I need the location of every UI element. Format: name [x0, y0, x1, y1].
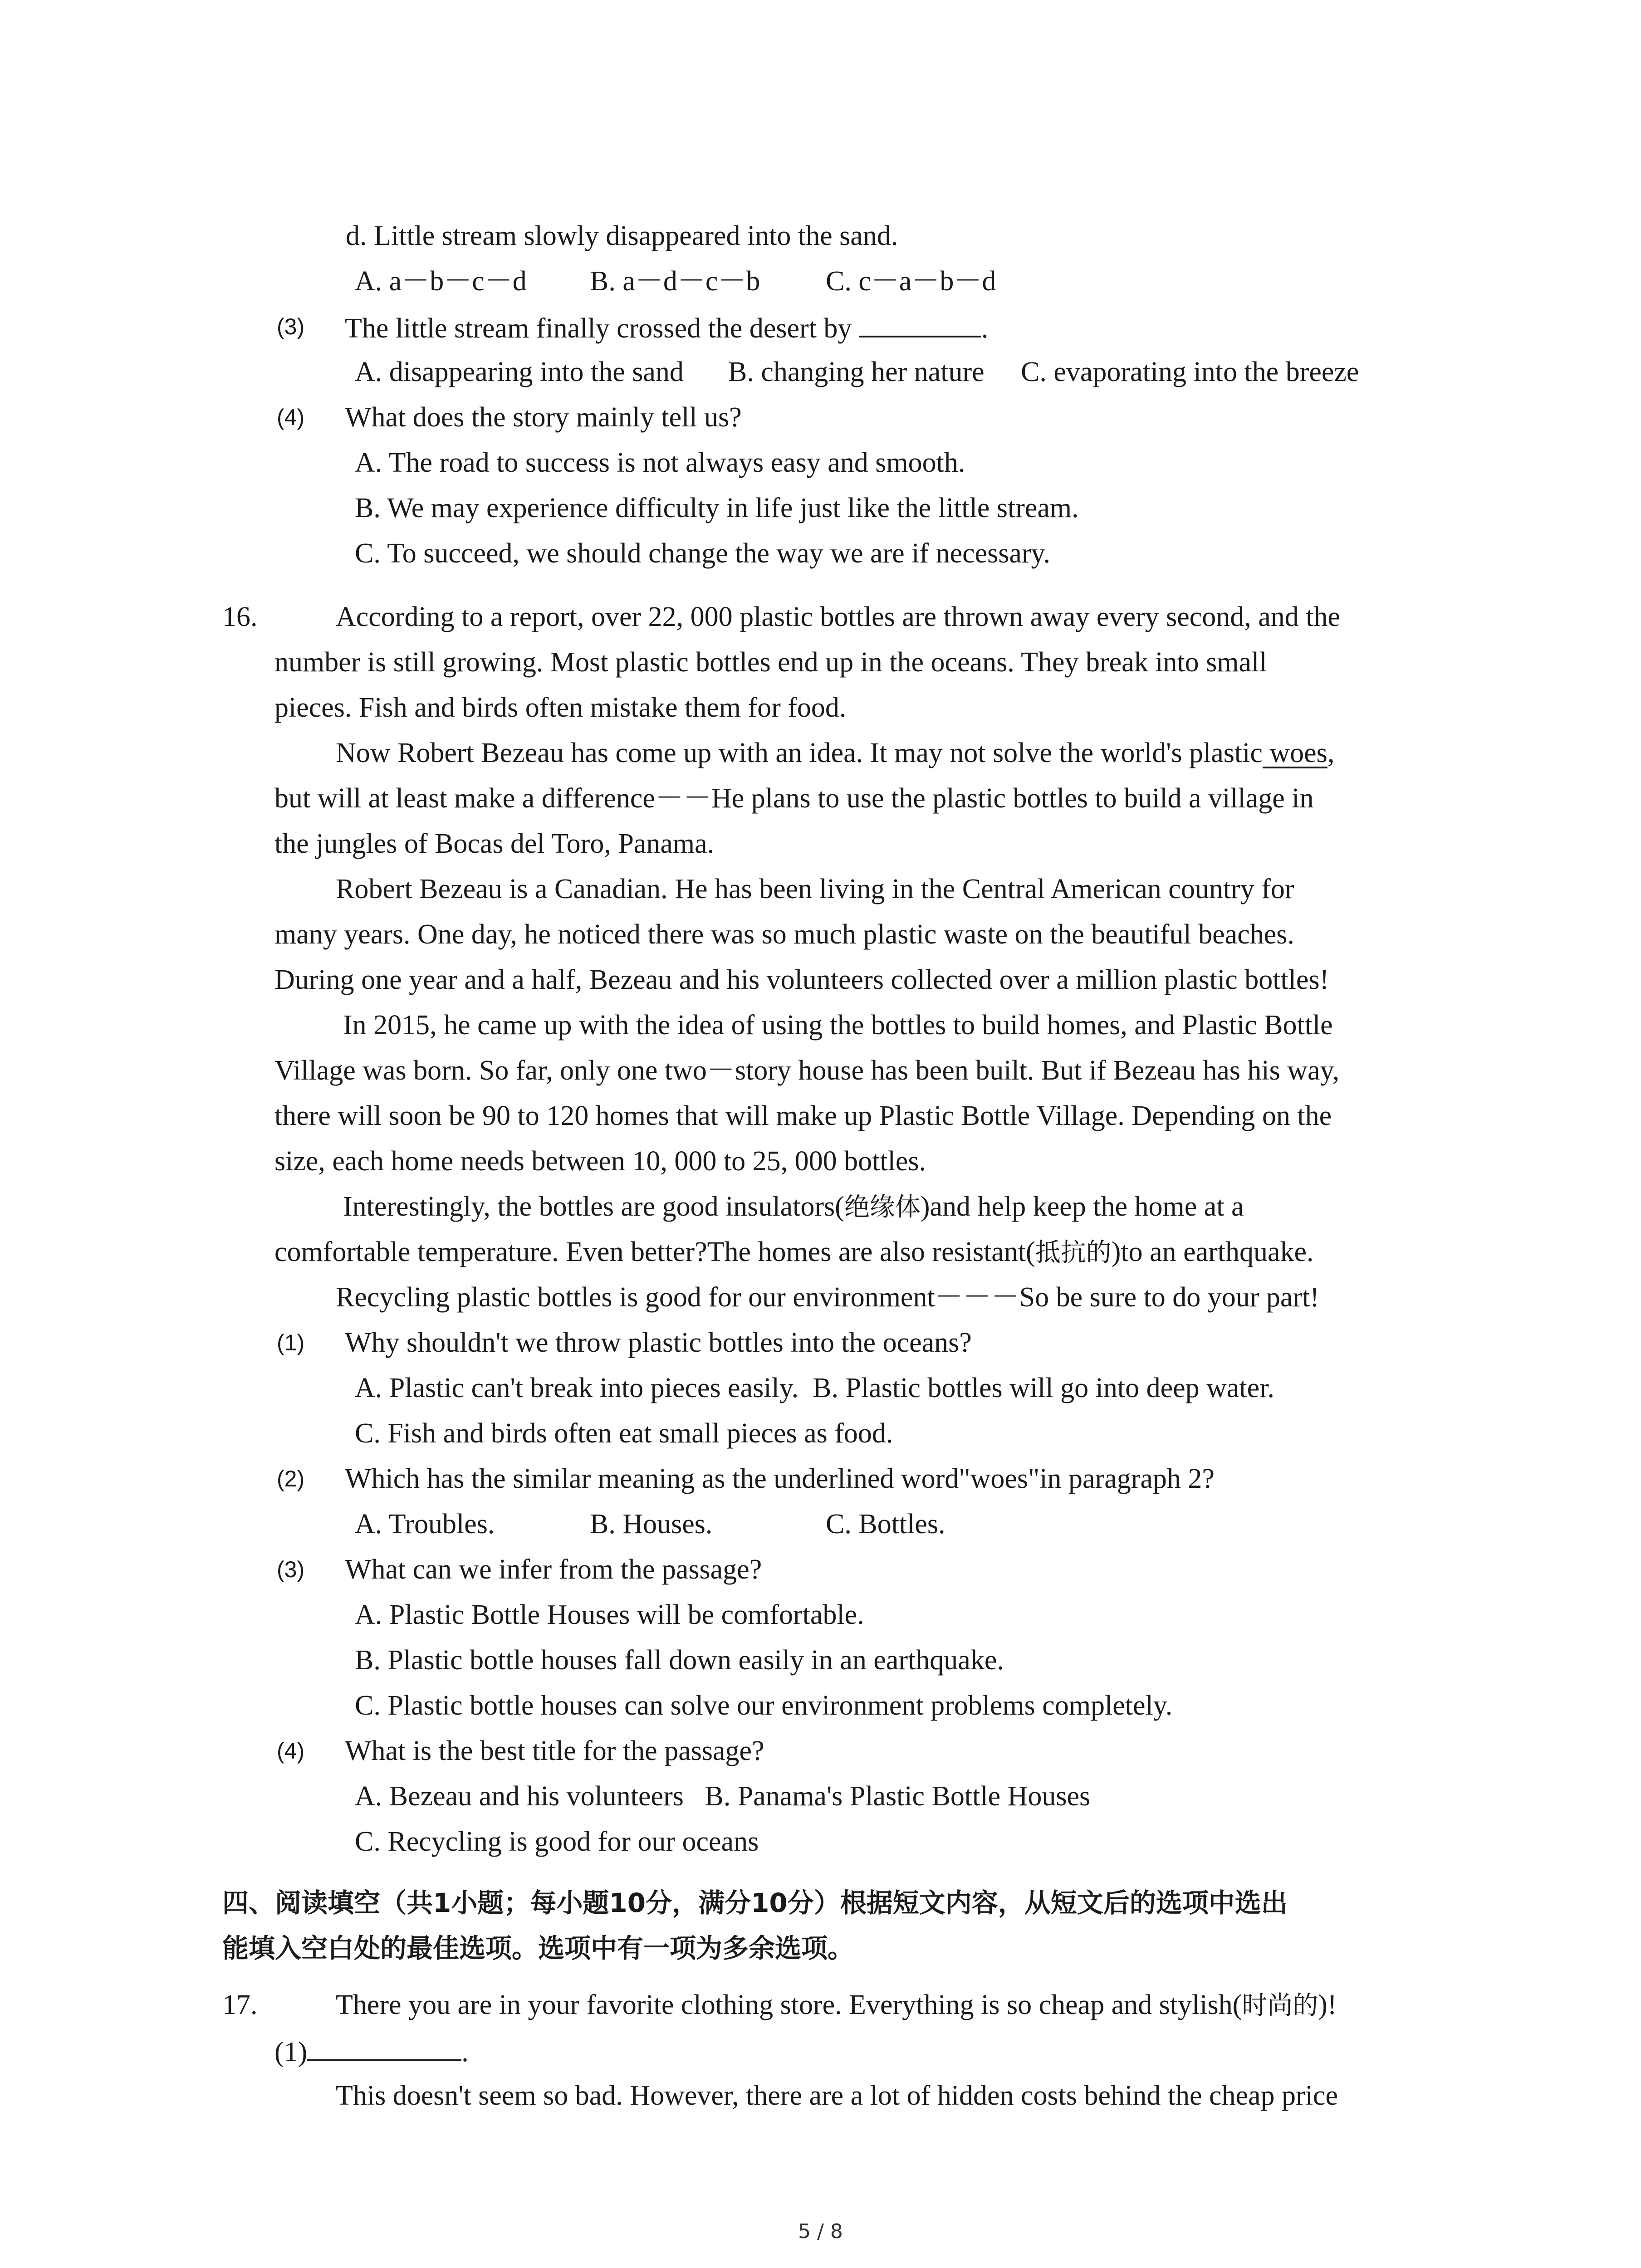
q16-p3-line1: Robert Bezeau is a Canadian. He has been living in the Central American country for: [336, 874, 1294, 904]
q16-q1-number: (1): [277, 1330, 305, 1355]
q16-p4-line3: there will soon be 90 to 120 homes that will make up Plastic Bottle Village. Depending on the: [274, 1100, 1332, 1131]
q16-q2-option-a: A. Troubles.: [355, 1509, 495, 1540]
q17-blank-end: .: [461, 2037, 469, 2068]
answer-blank: [307, 2028, 461, 2061]
q17-text-a: There you are in your favorite clothing store. Everything is so cheap and stylish(: [336, 1989, 1242, 2020]
q16-p1-line3: pieces. Fish and birds often mistake them for food.: [274, 692, 847, 723]
q15-q4-stem: What does the story mainly tell us?: [345, 402, 742, 433]
q16-q1-option-c: C. Fish and birds often eat small pieces as food.: [355, 1418, 893, 1449]
q16-p3-line3: During one year and a half, Bezeau and his volunteers collected over a million plastic bottles!: [274, 964, 1329, 995]
q15-q4-option-a: A. The road to success is not always easy and smooth.: [355, 447, 965, 478]
q16-q1-options-ab: A. Plastic can't break into pieces easily. B. Plastic bottles will go into deep water.: [355, 1373, 1274, 1403]
q16-p2-text: Now Robert Bezeau has come up with an idea. It may not solve the world's plastic: [336, 738, 1263, 768]
q17-blank-line: [274, 2028, 469, 2075]
q16-p5-text-a: Interestingly, the bottles are good insulators(: [343, 1191, 844, 1222]
q17-number: 17.: [222, 1989, 258, 2020]
q16-p4-line4: size, each home needs between 10, 000 to 25, 000 bottles.: [274, 1146, 926, 1177]
q15-q3-option-a: A. disappearing into the sand: [355, 357, 684, 387]
q16-q2-option-b: B. Houses.: [590, 1509, 713, 1540]
q16-q3-number: (3): [277, 1557, 305, 1582]
q17-text-b: )!: [1318, 1989, 1337, 2020]
q15-q3-stem-end: .: [981, 313, 989, 344]
q15-q3-number: (3): [277, 314, 305, 339]
q16-p6: Recycling plastic bottles is good for our environment－－－So be sure to do your part!: [336, 1282, 1319, 1313]
q15-q3-option-c: C. evaporating into the breeze: [1021, 357, 1359, 387]
q16-p5-line1: [343, 1184, 1244, 1230]
q15-q2-choice-a: A. a－b－c－d: [355, 266, 527, 297]
q16-p5-line2: [274, 1229, 1314, 1276]
q16-q3-option-b: B. Plastic bottle houses fall down easily in an earthquake.: [355, 1645, 1004, 1676]
q16-q3-option-a: A. Plastic Bottle Houses will be comfortable.: [355, 1599, 864, 1630]
q15-sentence-d: d. Little stream slowly disappeared into the sand.: [346, 220, 898, 251]
q16-q1-stem: Why shouldn't we throw plastic bottles into the oceans?: [345, 1327, 972, 1358]
gloss-insulator: 绝缘体: [844, 1193, 921, 1222]
q16-p1-line1: According to a report, over 22, 000 plastic bottles are thrown away every second, and the: [336, 601, 1341, 632]
q16-q3-stem: What can we infer from the passage?: [345, 1554, 762, 1585]
q16-p2-line1: [336, 730, 1334, 776]
q16-q2-stem: Which has the similar meaning as the underlined word"woes"in paragraph 2?: [345, 1463, 1215, 1494]
q15-q3-option-b: B. changing her nature: [728, 357, 985, 387]
q16-p1-line2: number is still growing. Most plastic bottles end up in the oceans. They break into small: [274, 647, 1267, 678]
section-4-heading-line1: 四、阅读填空（共1小题；每小题10分，满分10分）根据短文内容，从短文后的选项中选出: [222, 1887, 1288, 1918]
q15-q4-option-c: C. To succeed, we should change the way we are if necessary.: [355, 538, 1051, 569]
q16-q4-options-ab: A. Bezeau and his volunteers B. Panama's Plastic Bottle Houses: [355, 1781, 1091, 1812]
q16-q4-stem: What is the best title for the passage?: [345, 1735, 764, 1766]
underlined-word-woes: woes: [1262, 738, 1327, 768]
q15-q4-number: (4): [277, 405, 305, 430]
q16-q3-option-c: C. Plastic bottle houses can solve our environment problems completely.: [355, 1690, 1173, 1721]
q15-q2-choice-c: C. c－a－b－d: [826, 266, 996, 297]
q16-p3-line2: many years. One day, he noticed there was so much plastic waste on the beautiful beaches.: [274, 919, 1294, 950]
section-4-heading-line2: 能填入空白处的最佳选项。选项中有一项为多余选项。: [222, 1933, 854, 1964]
q16-p4-line2: Village was born. So far, only one two－story house has been built. But if Bezeau has his way,: [274, 1055, 1340, 1086]
q17-blank-label: (1): [274, 2037, 308, 2068]
q16-p2-comma: ,: [1327, 738, 1335, 768]
gloss-resistant: 抵抗的: [1035, 1238, 1112, 1267]
q16-p5-text-b: )and help keep the home at a: [920, 1191, 1244, 1222]
q16-q4-number: (4): [277, 1738, 305, 1764]
q15-q4-option-b: B. We may experience difficulty in life just like the little stream.: [355, 493, 1079, 523]
q16-p2-line3: the jungles of Bocas del Toro, Panama.: [274, 828, 715, 859]
gloss-stylish: 时尚的: [1242, 1991, 1318, 2020]
q15-q2-choice-b: B. a－d－c－b: [590, 266, 760, 297]
q16-p4-line1: In 2015, he came up with the idea of using the bottles to build homes, and Plastic Bottle: [343, 1010, 1333, 1041]
page-number: 5 / 8: [798, 2220, 843, 2243]
q16-q2-option-c: C. Bottles.: [826, 1509, 945, 1540]
q16-p5-text-d: )to an earthquake.: [1111, 1237, 1314, 1267]
q17-line3: This doesn't seem so bad. However, there are a lot of hidden costs behind the cheap price: [336, 2080, 1338, 2111]
answer-blank: [859, 304, 981, 337]
q16-number: 16.: [222, 601, 258, 632]
q16-p5-text-c: comfortable temperature. Even better?The homes are also resistant(: [274, 1237, 1035, 1267]
q16-q4-option-c: C. Recycling is good for our oceans: [355, 1826, 759, 1857]
q16-q2-number: (2): [277, 1466, 305, 1491]
q15-q3-stem: [345, 304, 988, 351]
q17-line1: [336, 1982, 1337, 2028]
q16-p2-line2: but will at least make a difference－－He plans to use the plastic bottles to build a village in: [274, 783, 1314, 814]
q15-q3-stem-text: The little stream finally crossed the desert by: [345, 313, 859, 344]
